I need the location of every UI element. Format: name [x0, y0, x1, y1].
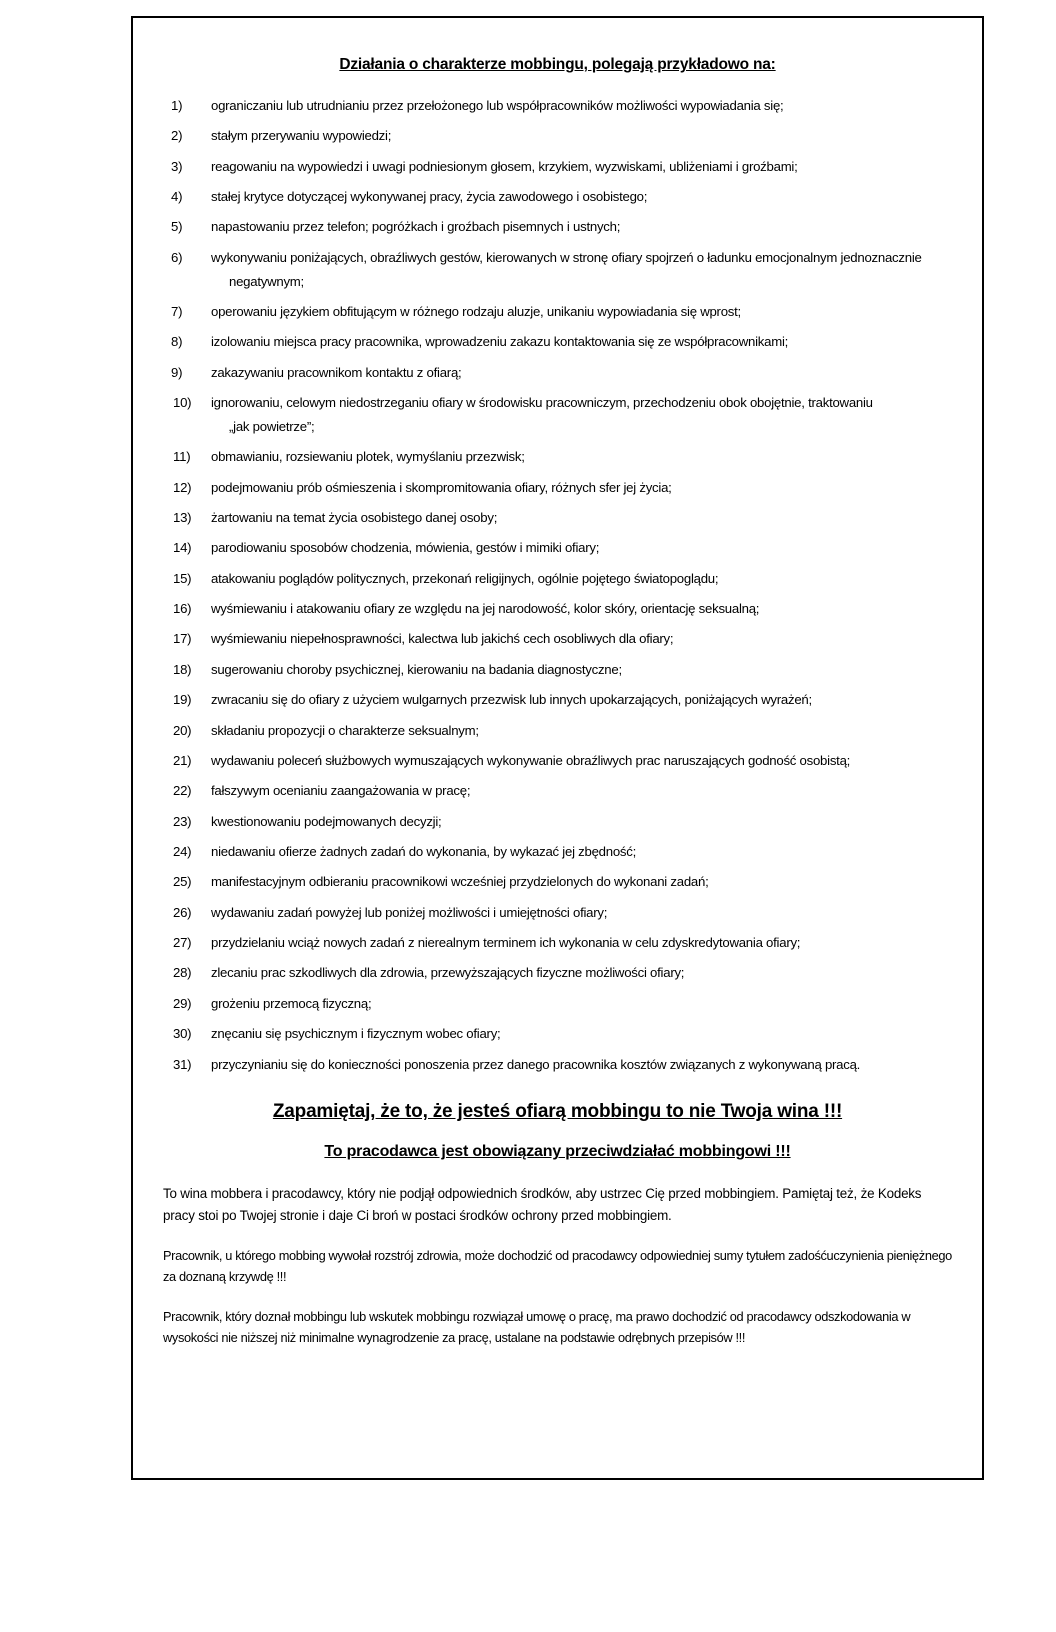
- list-item-number: 20): [173, 722, 192, 738]
- paragraph-compensation: Pracownik, u którego mobbing wywołał rozstrój zdrowia, może dochodzić od pracodawcy odpowiedniej sumy tytułem zadośćuczynienia pieniężnego za doznaną krzywdę !!!: [163, 1248, 952, 1284]
- list-item-number: 26): [173, 904, 192, 920]
- list-item-text: napastowaniu przez telefon; pogróżkach i groźbach pisemnych i ustnych;: [211, 219, 621, 235]
- list-item: [159, 629, 956, 650]
- list-item-number: 4): [171, 189, 183, 205]
- list-item: [159, 721, 956, 742]
- list-item-text: ignorowaniu, celowym niedostrzeganiu ofiary w środowisku pracowniczym, przechodzeniu obok obojętnie, traktowaniu: [211, 395, 873, 411]
- list-item-text: parodiowaniu sposobów chodzenia, mówienia, gestów i mimiki ofiary;: [211, 540, 600, 556]
- list-item: [159, 248, 956, 293]
- list-item-number: 18): [173, 661, 192, 677]
- list-item-text: stałej krytyce dotyczącej wykonywanej pracy, życia zawodowego i osobistego;: [211, 189, 648, 205]
- list-item: [159, 126, 956, 147]
- list-item-number: 17): [173, 631, 192, 647]
- list-item: [159, 393, 956, 438]
- list-item-text: reagowaniu na wypowiedzi i uwagi podniesionym głosem, krzykiem, wyzwiskami, ubliżeniami i groźbami;: [211, 158, 798, 174]
- list-item-text: stałym przerywaniu wypowiedzi;: [211, 128, 392, 144]
- list-item: [159, 933, 956, 954]
- list-item-text: zwracaniu się do ofiary z użyciem wulgarnych przezwisk lub innych upokarzających, poniżających wyrażeń;: [211, 692, 812, 708]
- list-item: [159, 302, 956, 323]
- list-item: [159, 994, 956, 1015]
- list-item: [159, 812, 956, 833]
- list-item-text: zakazywaniu pracownikom kontaktu z ofiarą;: [211, 364, 462, 380]
- list-item-text: znęcaniu się psychicznym i fizycznym wobec ofiary;: [211, 1026, 501, 1042]
- heading-not-your-fault: Zapamiętaj, że to, że jesteś ofiarą mobbingu to nie Twoja wina !!!: [272, 1101, 843, 1123]
- list-item: [159, 963, 956, 984]
- list-item-text: atakowaniu poglądów politycznych, przekonań religijnych, ogólnie pojętego światopoglądu;: [211, 570, 719, 586]
- document-page: [131, 16, 984, 1480]
- list-item-number: 28): [173, 965, 192, 981]
- list-item-text: zlecaniu prac szkodliwych dla zdrowia, przewyższających fizyczne możliwości ofiary;: [211, 965, 685, 981]
- list-item-text-continued: negatywnym;: [229, 273, 304, 289]
- list-item: [159, 508, 956, 529]
- list-item-text: kwestionowaniu podejmowanych decyzji;: [211, 813, 442, 829]
- list-item-number: 22): [173, 783, 192, 799]
- list-item-text: operowaniu językiem obfitującym w różnego rodzaju aluzje, unikaniu wypowiadania się wprost;: [211, 304, 741, 320]
- list-item-number: 7): [171, 304, 183, 320]
- list-item: [159, 332, 956, 353]
- list-item: [159, 903, 956, 924]
- document-content: [133, 18, 982, 1358]
- list-item-number: 11): [173, 449, 191, 465]
- list-item-number: 21): [173, 752, 192, 768]
- list-item-number: 2): [171, 128, 183, 144]
- list-item-number: 29): [173, 995, 192, 1011]
- list-item: [159, 1055, 956, 1076]
- list-item-text: wyśmiewaniu niepełnosprawności, kalectwa lub jakichś cech osobliwych dla ofiary;: [211, 631, 674, 647]
- list-item-text: składaniu propozycji o charakterze seksualnym;: [211, 722, 479, 738]
- list-item-text: przydzielaniu wciąż nowych zadań z nierealnym terminem ich wykonania w celu zdyskredytowania ofiary;: [211, 935, 801, 951]
- list-item: [159, 187, 956, 208]
- list-item-number: 14): [173, 540, 192, 556]
- list-item-text: sugerowaniu choroby psychicznej, kierowaniu na badania diagnostyczne;: [211, 661, 622, 677]
- list-item: [159, 872, 956, 893]
- list-item-number: 25): [173, 874, 192, 890]
- list-item-number: 27): [173, 935, 192, 951]
- list-item: [159, 690, 956, 711]
- list-item: [159, 781, 956, 802]
- page-title: Działania o charakterze mobbingu, polegają przykładowo na:: [339, 56, 776, 73]
- list-item-number: 16): [173, 601, 192, 617]
- list-item-text: fałszywym ocenianiu zaangażowania w pracę;: [211, 783, 471, 799]
- list-item-number: 3): [171, 158, 183, 174]
- list-item: [159, 96, 956, 117]
- heading-employer-obligation: To pracodawca jest obowiązany przeciwdziałać mobbingowi !!!: [324, 1143, 791, 1161]
- list-item: [159, 842, 956, 863]
- list-item-text: podejmowaniu prób ośmieszenia i skompromitowania ofiary, różnych sfer jej życia;: [211, 479, 672, 495]
- list-item-number: 23): [173, 813, 192, 829]
- list-item-text: żartowaniu na temat życia osobistego danej osoby;: [211, 510, 498, 526]
- list-item-number: 1): [171, 98, 183, 113]
- list-item: [159, 1024, 956, 1045]
- list-item-text: wydawaniu poleceń służbowych wymuszających wykonywanie obraźliwych prac naruszających godność osobistą;: [211, 752, 851, 768]
- list-item-number: 8): [171, 334, 183, 350]
- list-item: [159, 599, 956, 620]
- list-item-number: 5): [171, 219, 183, 235]
- mobbing-behaviours-list: [159, 96, 956, 1075]
- list-item: [159, 478, 956, 499]
- list-item-text: manifestacyjnym odbieraniu pracownikowi wcześniej przydzielonych do wykonani zadań;: [211, 874, 709, 890]
- list-item-text-continued: „jak powietrze”;: [229, 418, 315, 434]
- list-item-text: przyczynianiu się do konieczności ponoszenia przez danego pracownika kosztów związanych z wykonywaną pracą.: [211, 1056, 861, 1072]
- list-item-number: 12): [173, 479, 192, 495]
- list-item-number: 19): [173, 692, 192, 708]
- list-item-number: 9): [171, 364, 183, 380]
- list-item: [159, 363, 956, 384]
- list-item-text: wydawaniu zadań powyżej lub poniżej możliwości i umiejętności ofiary;: [211, 904, 608, 920]
- list-item-number: 15): [173, 570, 192, 586]
- list-item-text: izolowaniu miejsca pracy pracownika, wprowadzeniu zakazu kontaktowania się ze współpracownikami;: [211, 334, 789, 350]
- paragraph-damages: Pracownik, który doznał mobbingu lub wskutek mobbingu rozwiązał umowę o pracę, ma prawo dochodzić od pracodawcy odszkodowania w wysokości nie niższej niż minimalne wynagrodzenie za pracę, ustalane na podstawie odrębnych przepisów !!!: [163, 1309, 911, 1345]
- list-item: [159, 660, 956, 681]
- list-item-number: 30): [173, 1026, 192, 1042]
- list-item-text: niedawaniu ofierze żadnych zadań do wykonania, by wykazać jej zbędność;: [211, 843, 637, 859]
- list-item: [159, 217, 956, 238]
- list-item: [159, 447, 956, 468]
- list-item-text: wykonywaniu poniżających, obraźliwych gestów, kierowanych w stronę ofiary spojrzeń o ładunku emocjonalnym jednoznacznie: [211, 249, 922, 265]
- paragraph-employer-fault: To wina mobbera i pracodawcy, który nie podjął odpowiednich środków, aby ustrzec Cię przed mobbingiem. Pamiętaj też, że Kodeks pracy stoi po Twojej stronie i daje Ci broń w postaci środków ochrony przed mobbingiem.: [163, 1186, 922, 1223]
- list-item: [159, 569, 956, 590]
- list-item-text: grożeniu przemocą fizyczną;: [211, 995, 372, 1011]
- list-item-number: 24): [173, 843, 192, 859]
- list-item: [159, 751, 956, 772]
- list-item-number: 13): [173, 510, 192, 526]
- list-item: [159, 538, 956, 559]
- list-item-text: obmawianiu, rozsiewaniu plotek, wymyślaniu przezwisk;: [211, 449, 525, 465]
- list-item-text: ograniczaniu lub utrudnianiu przez przełożonego lub współpracowników możliwości wypowiadania się;: [211, 98, 784, 113]
- list-item-number: 31): [173, 1056, 192, 1072]
- list-item-number: 6): [171, 249, 183, 265]
- list-item-number: 10): [173, 395, 192, 411]
- list-item: [159, 157, 956, 178]
- list-item-text: wyśmiewaniu i atakowaniu ofiary ze względu na jej narodowość, kolor skóry, orientację seksualną;: [211, 601, 760, 617]
